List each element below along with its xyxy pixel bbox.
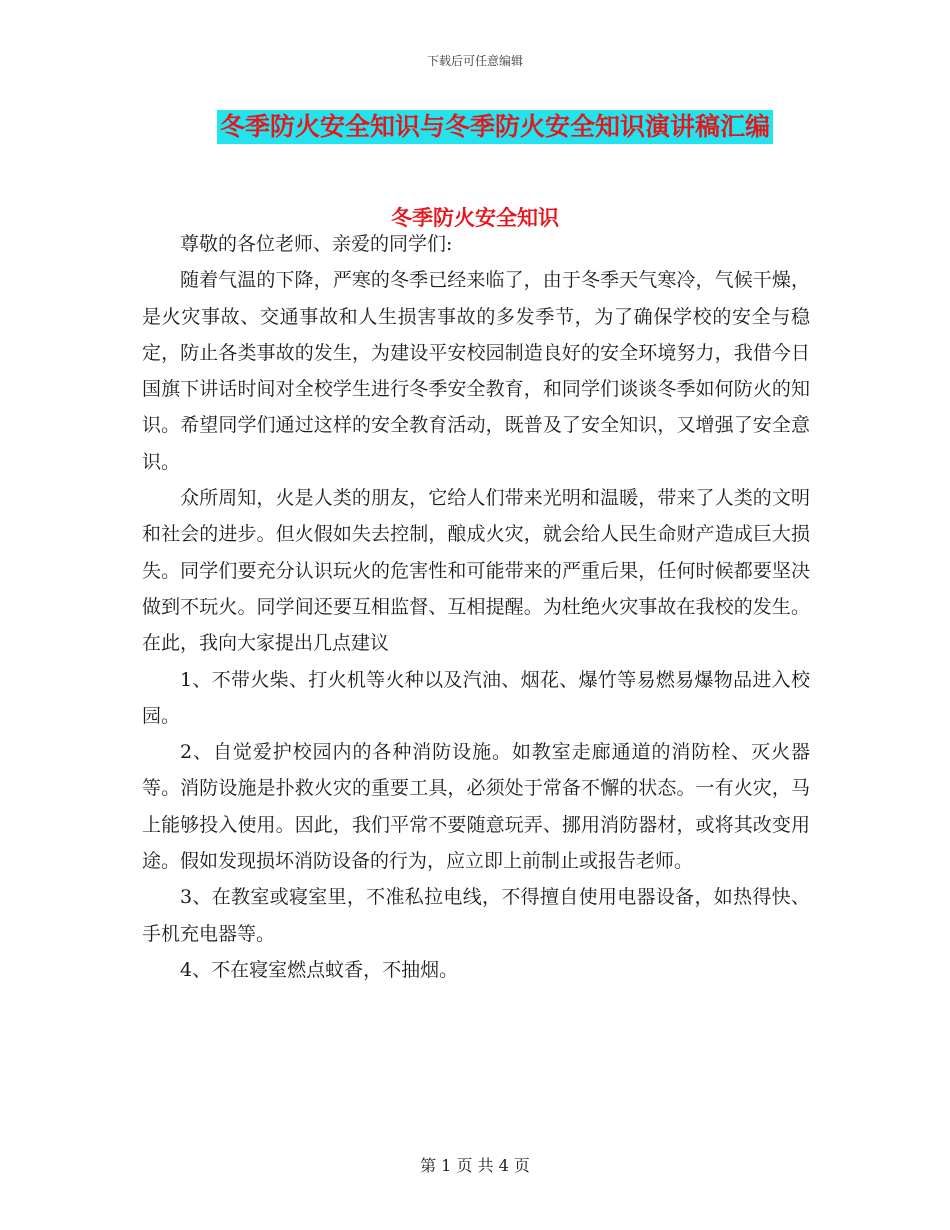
paragraph-greeting: 尊敬的各位老师、亲爱的同学们: [180,233,453,255]
list-item: 3、在教室或寝室里，不准私拉电线，不得擅自使用电器设备，如热得快、手机充电器等。 [142,886,810,945]
page-footer: 第 1 页 共 4 页 [420,1156,530,1175]
main-title-container [0,110,950,144]
list-item: 4、不在寝室燃点蚊香，不抽烟。 [180,958,459,981]
list-item: 2、自觉爱护校园内的各种消防设施。如教室走廊通道的消防栓、灭火器等。消防设施是扑救火灾的重要工具，必须处于常备不懈的状态。一有火灾，马上能够投入使用。因此，我们平常不要随意玩弄、挪用消防器材，或将其改变用途。假如发现损坏消防设备的行为，应立即上前制止或报告老师。 [142,741,810,873]
header-note: 下载后可任意编辑 [426,54,523,68]
section-title: 冬季防火安全知识 [391,206,559,230]
document-body [142,226,810,988]
paragraph: 随着气温的下降，严寒的冬季已经来临了，由于冬季天气寒冷，气候干燥，是火灾事故、交通事故和人生损害事故的多发季节，为了确保学校的安全与稳定，防止各类事故的发生，为建设平安校园制造良好的安全环境努力，我借今日国旗下讲话时间对全校学生进行冬季安全教育，和同学们谈谈冬季如何防火的知识。希望同学们通过这样的安全教育活动，既普及了安全知识，又增强了安全意识。 [142,269,810,473]
main-title: 冬季防火安全知识与冬季防火安全知识演讲稿汇编 [217,110,773,144]
list-item: 1、不带火柴、打火机等火种以及汽油、烟花、爆竹等易燃易爆物品进入校园。 [142,668,810,727]
paragraph: 众所周知，火是人类的朋友，它给人们带来光明和温暖，带来了人类的文明和社会的进步。但火假如失去控制，酿成火灾，就会给人民生命财产造成巨大损失。同学们要充分认识玩火的危害性和可能带来的严重后果，任何时候都要坚决做到不玩火。同学间还要互相监督、互相提醒。为杜绝火灾事故在我校的发生。在此，我向大家提出几点建议 [142,487,810,655]
